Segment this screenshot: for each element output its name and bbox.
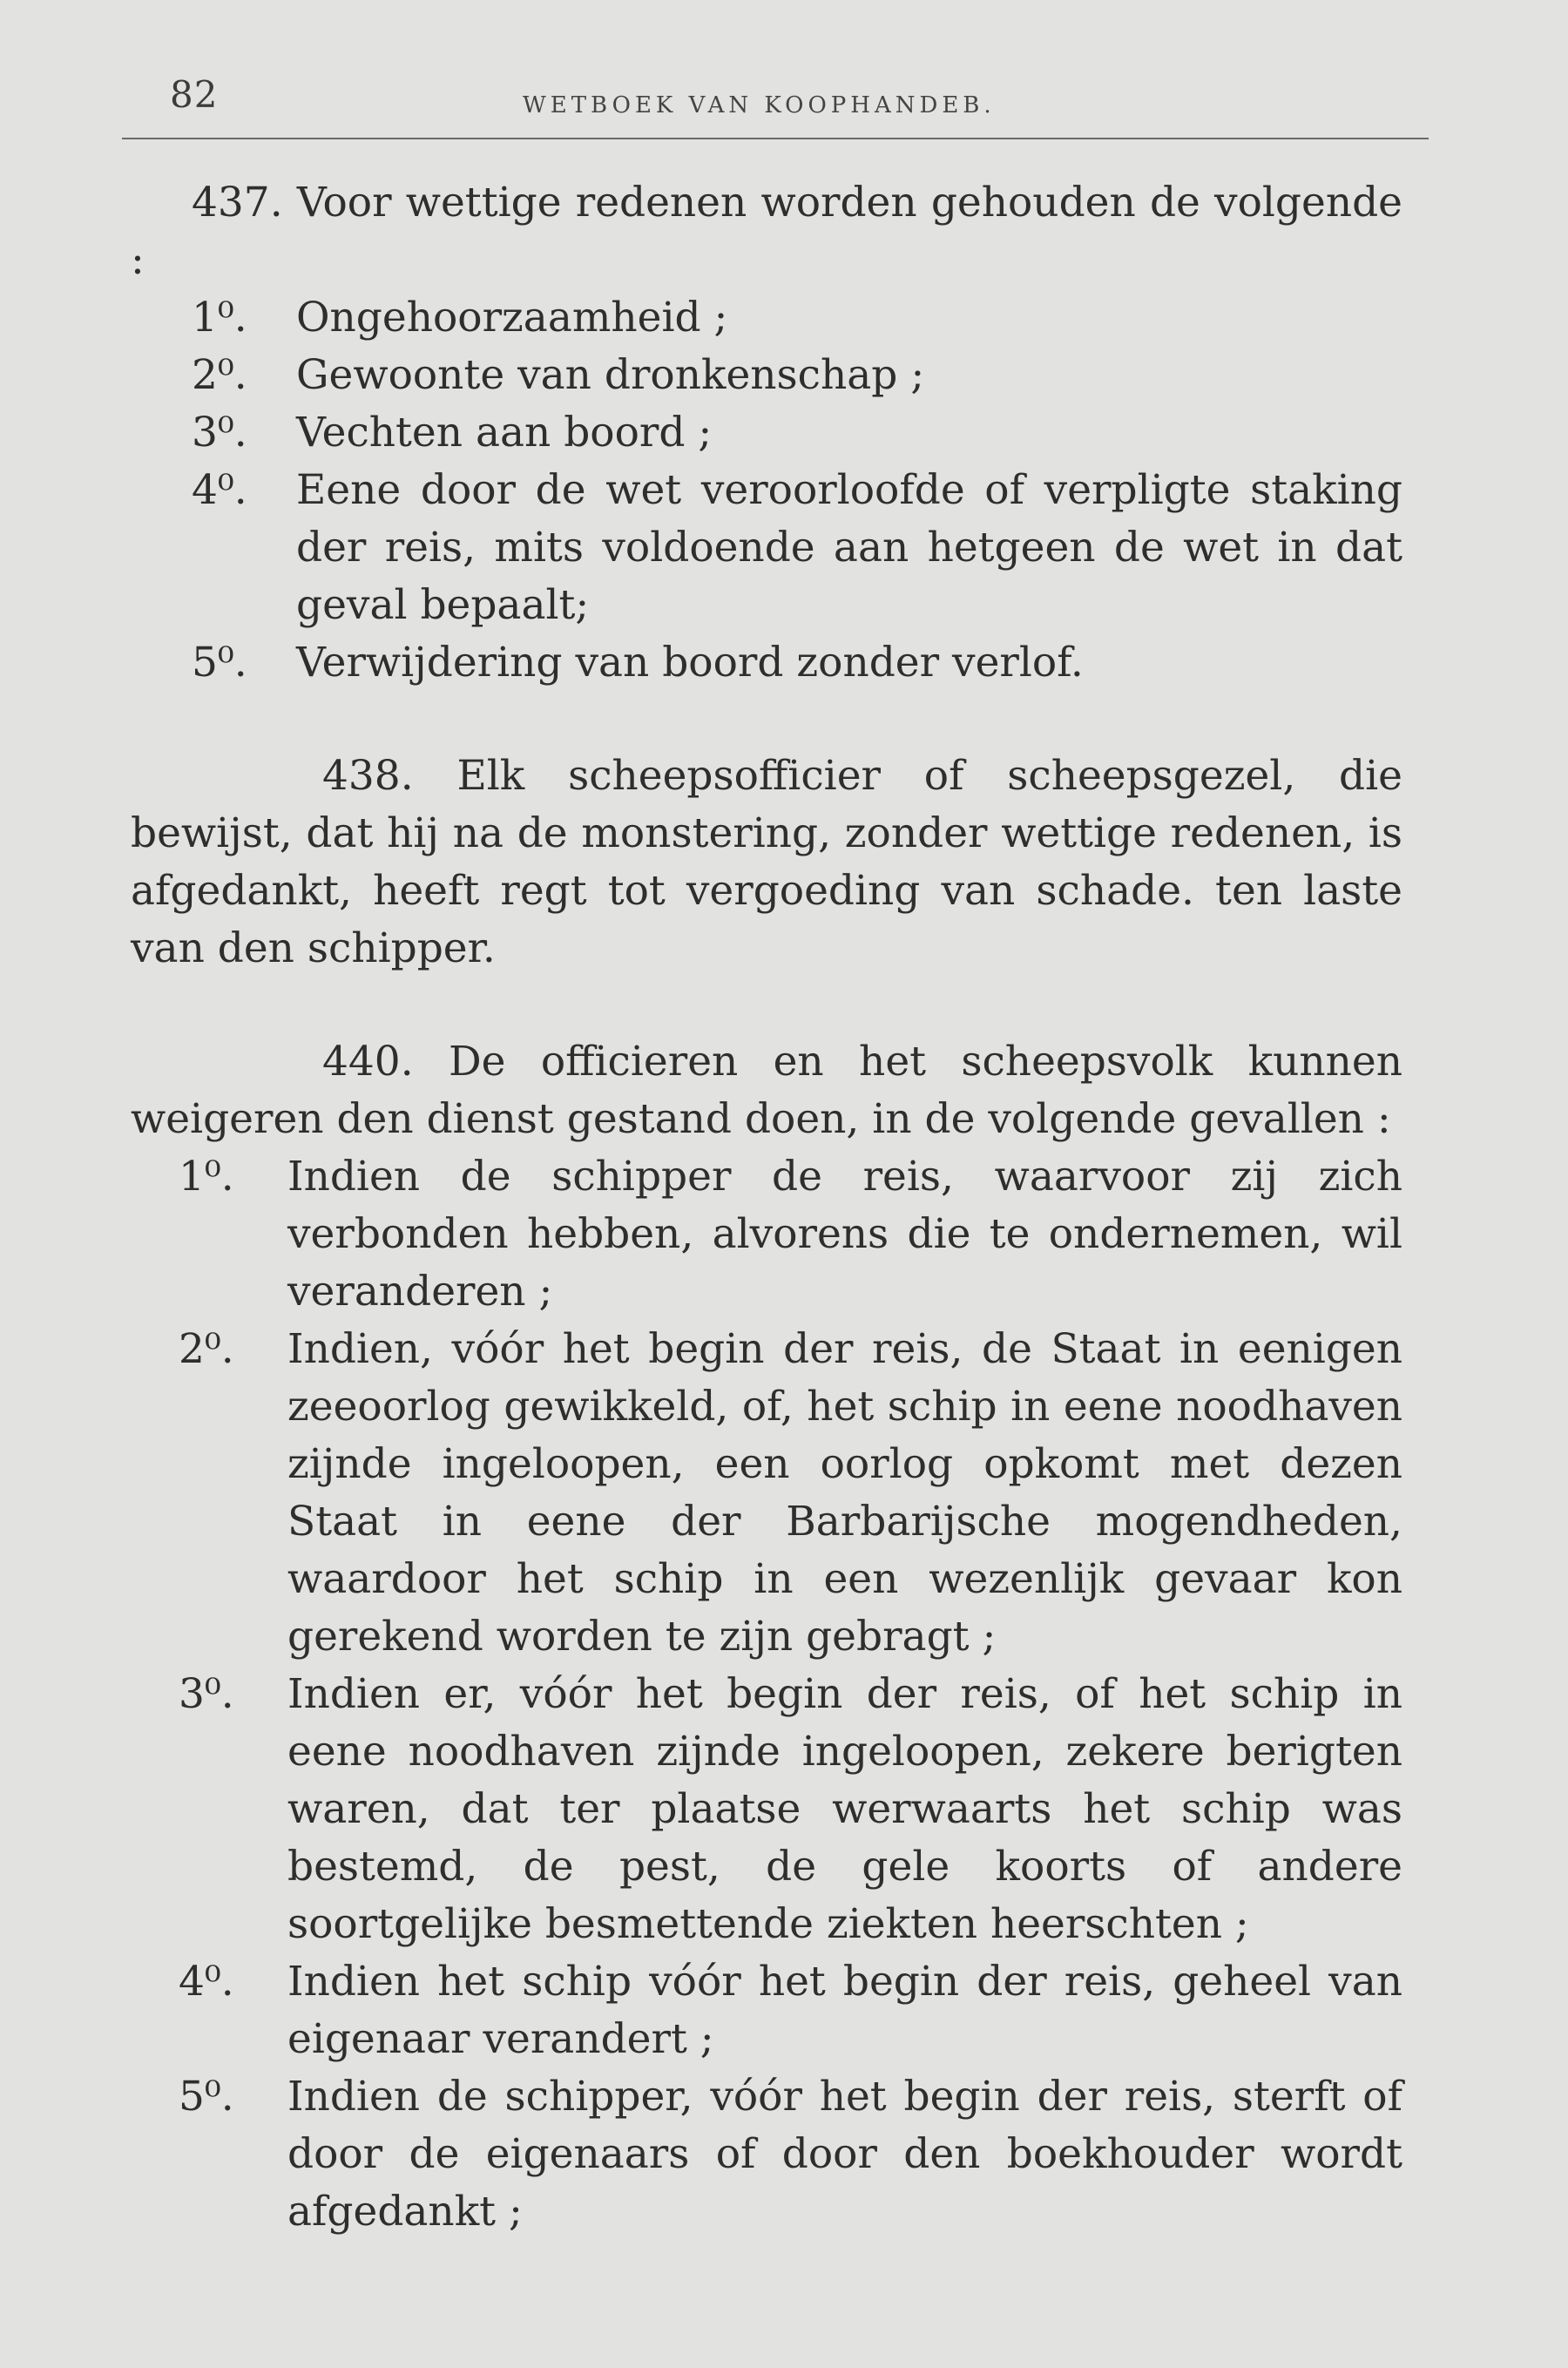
item-number: 5⁰. [179, 2073, 234, 2121]
article-intro: De officieren en het scheepsvolk kunnen weigeren den dienst gestand doen, in de volgende gevallen : [131, 1038, 1402, 1143]
list-item [131, 634, 1402, 692]
item-number: 2⁰. [179, 1325, 234, 1373]
item-text: Indien er, vóór het begin der reis, of het schip in eene noodhaven zijnde ingeloopen, zekere berigten waren, dat ter plaatse werwaarts het schip was bestemd, de pest, de gele koorts of andere soortgelijke besmettende ziekten heerschten ; [287, 1670, 1402, 1948]
page-header [122, 61, 1429, 131]
list-item [131, 462, 1402, 634]
article-number: 440. [322, 1038, 414, 1086]
list-item [131, 289, 1402, 347]
article-intro: Elk scheepsofficier of scheepsgezel, die bewijst, dat hij na de monstering, zonder wettige redenen, is afgedankt, heeft regt tot vergoeding van schade. ten laste van den schipper. [131, 752, 1402, 972]
item-number: 4⁰. [179, 1958, 234, 2006]
item-text: Verwijdering van boord zonder verlof. [296, 639, 1084, 687]
item-text: Eene door de wet veroorloofde of verpligte staking der reis, mits voldoende aan hetgeen de wet in dat geval bepaalt; [296, 466, 1402, 629]
item-text: Ongehoorzaamheid ; [296, 294, 728, 342]
list-item [131, 404, 1402, 462]
article-heading [131, 174, 1402, 289]
article-438 [131, 748, 1402, 978]
list-item [131, 1148, 1402, 1321]
article-paragraph [131, 748, 1402, 978]
item-text: Indien de schipper, vóór het begin der reis, sterft of door de eigenaars of door den boekhouder wordt afgedankt ; [287, 2073, 1402, 2236]
article-437 [131, 174, 1402, 692]
list-item [131, 347, 1402, 404]
article-paragraph [131, 1033, 1402, 1148]
item-number: 2⁰. [192, 351, 247, 399]
list-item [131, 1953, 1402, 2068]
list-item [131, 2068, 1402, 2241]
item-text: Indien het schip vóór het begin der reis, geheel van eigenaar verandert ; [287, 1958, 1402, 2063]
article-number: 437. [192, 179, 283, 227]
item-text: Indien, vóór het begin der reis, de Staat in eenigen zeeoorlog gewikkeld, of, het schip in eene noodhaven zijnde ingeloopen, een oorlog opkomt met dezen Staat in eene der Barbarijsche mogendheden, waardoor het schip in een wezenlijk gevaar kon gerekend worden te zijn gebragt ; [287, 1325, 1402, 1661]
article-440 [131, 1033, 1402, 2241]
item-number: 4⁰. [192, 466, 247, 514]
article-number: 438. [322, 752, 414, 800]
item-number: 5⁰. [192, 639, 247, 687]
header-rule [122, 138, 1429, 139]
item-text: Vechten aan boord ; [296, 409, 713, 457]
page-body [131, 174, 1402, 2241]
item-text: Indien de schipper de reis, waarvoor zij zich verbonden hebben, alvorens die te ondernemen, wil veranderen ; [287, 1153, 1402, 1316]
running-head: WETBOEK VAN KOOPHANDEB. [523, 92, 996, 118]
item-number: 3⁰. [192, 409, 247, 457]
item-text: Gewoonte van dronkenschap ; [296, 351, 925, 399]
page-number: 82 [170, 73, 219, 116]
article-intro: Voor wettige redenen worden gehouden de volgende : [131, 179, 1402, 284]
list-item [131, 1666, 1402, 1953]
item-number: 1⁰. [192, 294, 247, 342]
item-number: 1⁰. [179, 1153, 234, 1201]
list-item [131, 1321, 1402, 1666]
item-number: 3⁰. [179, 1670, 234, 1718]
